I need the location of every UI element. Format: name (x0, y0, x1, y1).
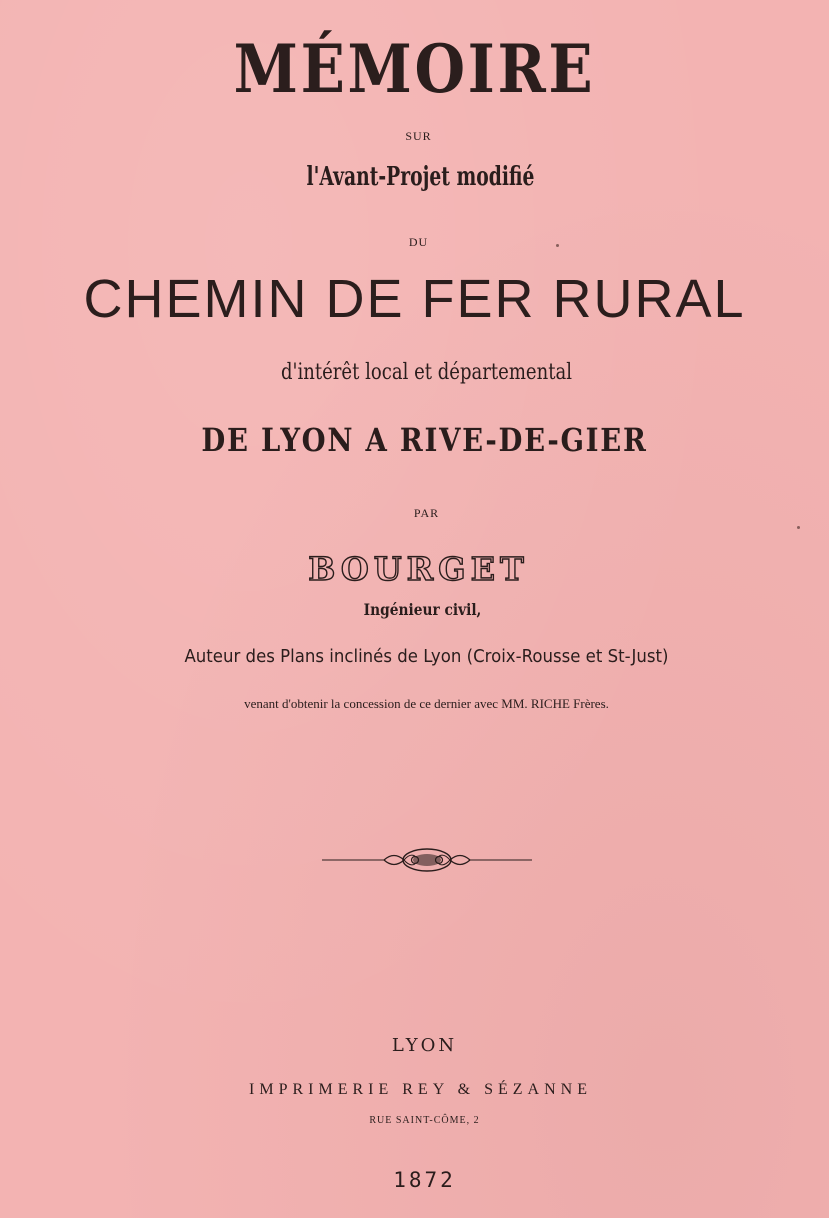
publication-year: 1872 (393, 1168, 456, 1192)
paper-speck (797, 526, 800, 529)
preposition-du: DU (408, 235, 429, 249)
city-name: LYON (391, 1035, 458, 1056)
printer-name: IMPRIMERIE REY & SÉZANNE (249, 1081, 592, 1098)
printer-address: RUE SAINT-CÔME, 2 (369, 1115, 480, 1126)
paper-speck (556, 244, 559, 247)
route-heading: DE LYON A RIVE-DE-GIER (201, 421, 648, 459)
railway-heading: CHEMIN DE FER RURAL (83, 269, 746, 329)
decorative-flourish-icon (322, 845, 532, 875)
author-credit: Auteur des Plans inclinés de Lyon (Croix-Rousse et St-Just) (184, 646, 669, 667)
preposition-par: PAR (413, 506, 440, 520)
interest-line: d'intérêt local et départemental (280, 360, 572, 385)
concession-note: venant d'obtenir la concession de ce dernier avec MM. RICHE Frères. (244, 696, 609, 711)
subject-line: l'Avant-Projet modifié (306, 162, 535, 192)
preposition-sur: SUR (405, 129, 432, 143)
document-title: MÉMOIRE (233, 30, 596, 108)
author-role: Ingénieur civil, (363, 600, 482, 619)
author-name: BOURGET (308, 550, 529, 588)
